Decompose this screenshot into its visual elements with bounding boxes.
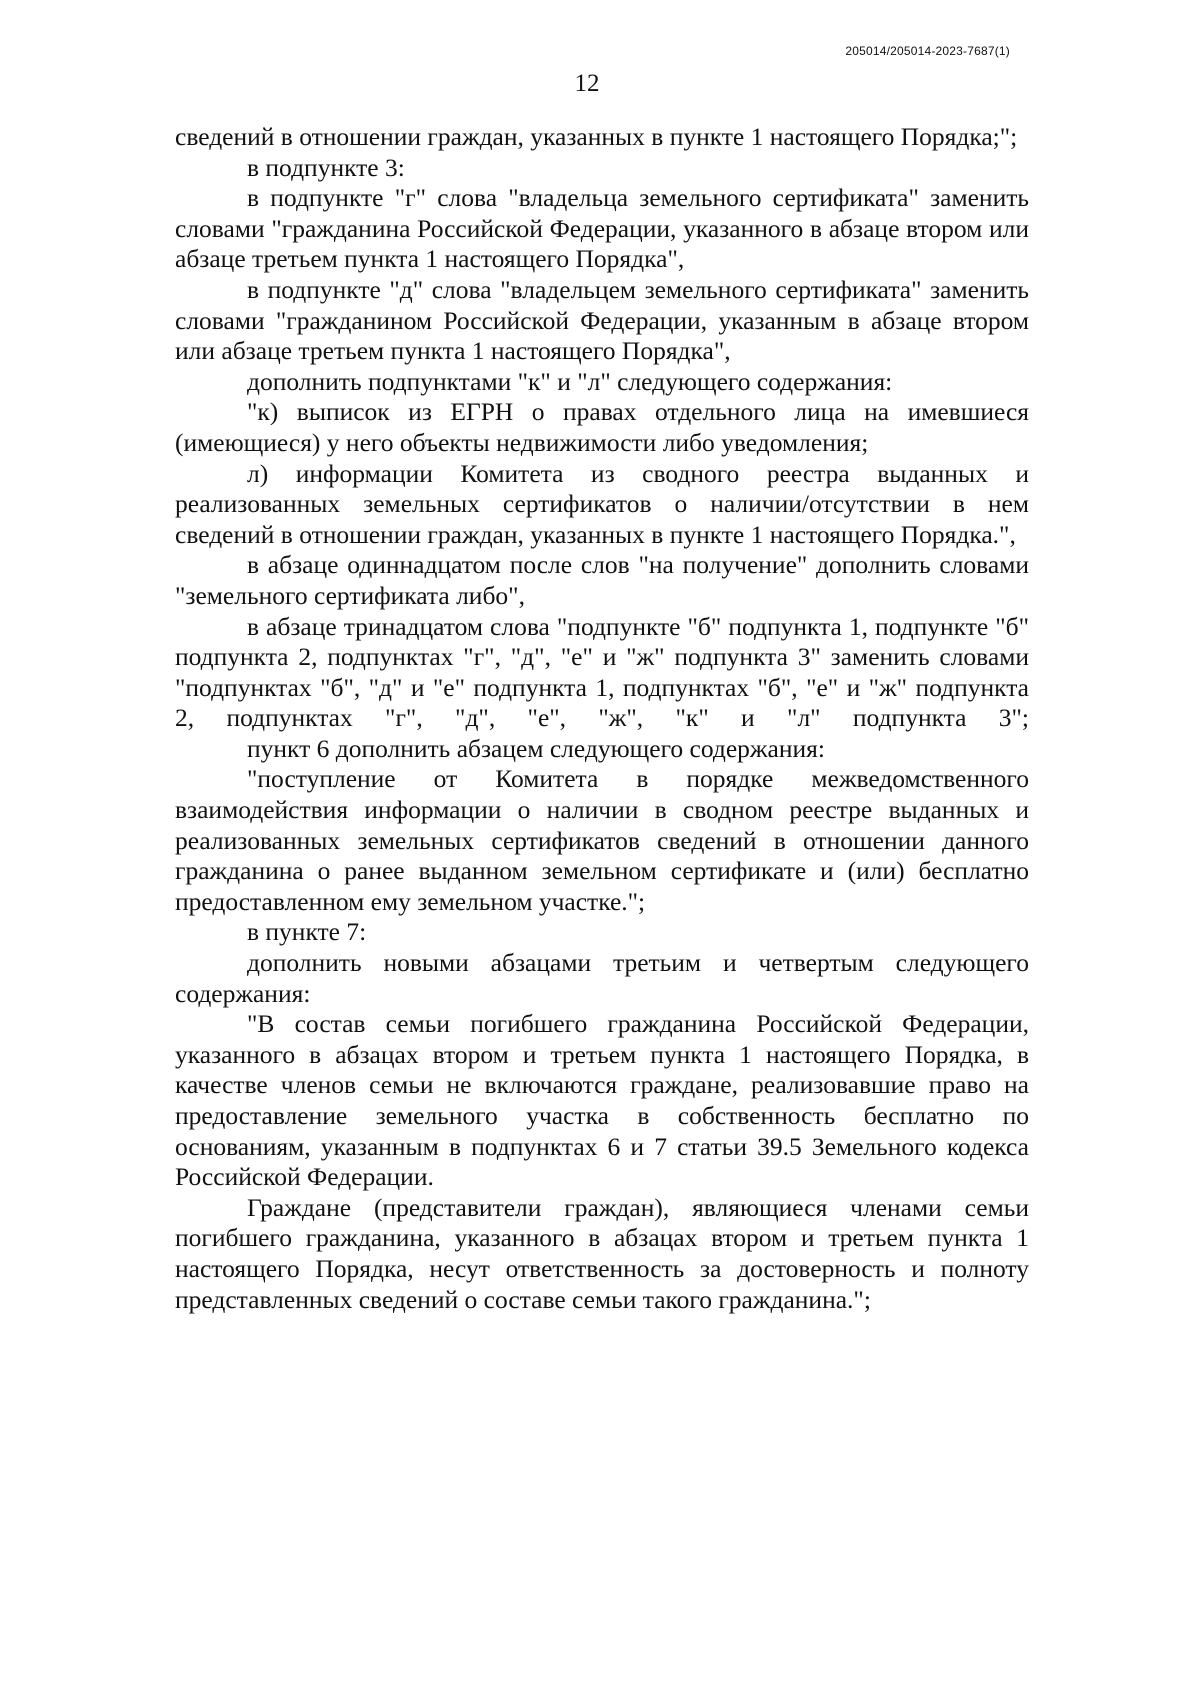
paragraph-6: "к) выписок из ЕГРН о правах отдельного лица на имевшиеся (имеющиеся) у него объекты недвижимости либо уведомления; <box>175 397 1029 457</box>
paragraph-1: сведений в отношении граждан, указанных в пункте 1 настоящего Порядка;"; <box>175 122 1018 151</box>
paragraph-15: Граждане (представители граждан), являющиеся членами семьи погибшего гражданина, указанного в абзацах втором и третьем пункта 1 настоящего Порядка, несут ответственность за достоверность и полноту представленных сведений о составе семьи такого гражданина."; <box>175 1192 1029 1314</box>
paragraph-2: в подпункте 3: <box>247 152 405 182</box>
paragraph-11: "поступление от Комитета в порядке межведомственного взаимодействия информации о наличии в сводном реестре выданных и реализованных земельных сертификатов сведений в отношении данного гражданина о ранее выданном земельном сертификате и (или) бесплатно предоставленном ему земельном участке."; <box>175 764 1029 916</box>
paragraph-4: в подпункте "д" слова "владельцем земельного сертификата" заменить словами "гражданином Российской Федерации, указанным в абзаце втором или абзаце третьем пункта 1 настоящего Порядка", <box>175 274 1029 366</box>
paragraph-14: "В состав семьи погибшего гражданина Российской Федерации, указанного в абзацах втором и третьем пункта 1 настоящего Порядка, в качестве членов семьи не включаются граждане, реализовавшие право на предоставление земельного участка в собственность бесплатно по основаниям, указанным в подпунктах 6 и 7 статьи 39.5 Земельного кодекса Российской Федерации. <box>175 1009 1029 1192</box>
paragraph-10: пункт 6 дополнить абзацем следующего содержания: <box>247 733 825 763</box>
paragraph-9: в абзаце тринадцатом слова "подпункте "б" подпункта 1, подпункте "б" подпункта 2, подпунктах "г", "д", "е" и "ж" подпункта 3" заменить словами "подпунктах "б", "д" и "е" подпункта 1, подпунктах "б", "е" и "ж" подпункта 2, подпунктах "г", "д", "е", "ж", "к" и "л" подпункта 3"; <box>175 611 1029 733</box>
paragraph-3: в подпункте "г" слова "владельца земельного сертификата" заменить словами "гражданина Российской Федерации, указанного в абзаце втором или абзаце третьем пункта 1 настоящего Порядка", <box>175 183 1029 274</box>
paragraph-12: в пункте 7: <box>247 917 367 947</box>
document-body <box>175 122 1029 1315</box>
paragraph-8: в абзаце одиннадцатом после слов "на получение" дополнить словами "земельного сертификата либо", <box>175 550 1029 610</box>
page-number: 12 <box>574 70 600 97</box>
document-id: 205014/205014-2023-7687(1) <box>845 44 1010 58</box>
paragraph-7: л) информации Комитета из сводного реестра выданных и реализованных земельных сертификатов о наличии/отсутствии в нем сведений в отношении граждан, указанных в пункте 1 настоящего Порядка.", <box>175 458 1029 549</box>
paragraph-5: дополнить подпунктами "к" и "л" следующего содержания: <box>247 366 893 396</box>
paragraph-13: дополнить новыми абзацами третьим и четвертым следующего содержания: <box>175 948 1029 1008</box>
